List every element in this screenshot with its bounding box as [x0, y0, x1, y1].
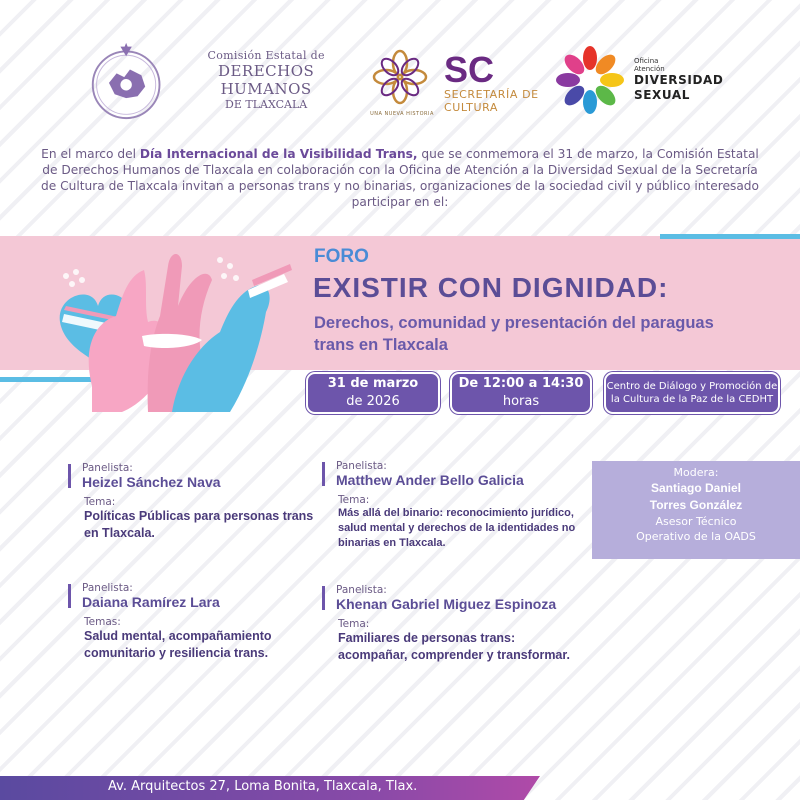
- cedh-line3: DE TLAXCALA: [225, 98, 308, 111]
- panelist-name: Heizel Sánchez Nava: [82, 474, 221, 490]
- moderator-name-line2: Torres González: [649, 498, 743, 512]
- cedh-logo: [88, 34, 358, 126]
- panelist-bar: [68, 584, 71, 608]
- ds-big-line1: DIVERSIDAD: [634, 73, 724, 87]
- foro-label: FORO: [314, 246, 369, 267]
- date-line2: de 2026: [346, 394, 400, 409]
- ds-big-line2: SEXUAL: [634, 88, 691, 102]
- panelist-card: [322, 460, 584, 551]
- cedh-line2: DERECHOS HUMANOS: [217, 62, 315, 98]
- foro-title: EXISTIR CON DIGNIDAD:: [313, 272, 669, 303]
- raised-hands-illustration: [52, 236, 302, 414]
- date-pill: [306, 372, 440, 414]
- topic-text: Más allá del binario: reconocimiento jurídico, salud mental y derechos de la identidades no binarias en Tlaxcala.: [338, 507, 576, 549]
- sc-name-line2: CULTURA: [444, 101, 499, 114]
- panelist-bar: [322, 586, 325, 610]
- topic-label: Tema:: [84, 496, 116, 508]
- ds-logo: [554, 44, 744, 116]
- sc-abbr: SC: [444, 49, 495, 90]
- topic-label: Tema:: [338, 494, 370, 506]
- panelist-name: Matthew Ander Bello Galicia: [336, 472, 524, 488]
- ds-small-line2: Atención: [634, 65, 665, 73]
- footer-address: Av. Arquitectos 27, Loma Bonita, Tlaxcala, Tlax.: [108, 779, 418, 794]
- panelist-bar: [68, 464, 71, 488]
- moderator-label: Modera:: [673, 466, 719, 479]
- panelist-card: [68, 582, 318, 662]
- panelist-bar: [322, 462, 325, 486]
- intro-before: En el marco del: [41, 147, 140, 161]
- cedh-seal-icon: [88, 37, 164, 123]
- intro-after: que se conmemora el 31 de marzo, la Comisión Estatal de Derechos Humanos de Tlaxcala en colaboración con la Oficina de Atención a la Diversidad Sexual de la Secretaría de Cultura de Tlaxcala invitan a personas trans y no binarias, organizaciones de la sociedad civil y público interesado participar en el:: [40, 147, 759, 209]
- time-pill: [450, 372, 592, 414]
- foro-subtitle: Derechos, comunidad y presentación del paraguas trans en Tlaxcala: [314, 314, 714, 354]
- rainbow-flower-icon: [554, 44, 626, 116]
- topic-label: Temas:: [84, 616, 121, 628]
- panelist-label: Panelista:: [82, 582, 133, 594]
- place-text: Centro de Diálogo y Promoción de la Cultura de la Paz de la CEDHT: [606, 381, 778, 405]
- ds-small-line1: Oficina: [634, 57, 659, 65]
- panelist-card: [322, 584, 584, 664]
- panelist-name: Khenan Gabriel Miguez Espinoza: [336, 596, 557, 612]
- moderator-role-line1: Asesor Técnico: [655, 515, 737, 528]
- sc-name-line1: SECRETARÍA DE: [444, 88, 539, 101]
- panelist-label: Panelista:: [82, 462, 133, 474]
- topic-text: Salud mental, acompañamiento comunitario y resiliencia trans.: [84, 629, 272, 660]
- place-pill: [604, 372, 780, 414]
- topic-label: Tema:: [338, 618, 370, 630]
- cedh-line1: Comisión Estatal de: [207, 49, 325, 62]
- blue-accent-line-right: [660, 234, 800, 239]
- moderator-box: [592, 461, 800, 559]
- sc-flower-icon: [370, 47, 430, 107]
- date-line1: 31 de marzo: [327, 376, 419, 391]
- intro-paragraph: [40, 146, 760, 210]
- time-line2: horas: [502, 394, 540, 409]
- sc-caption: UNA NUEVA HISTORIA: [370, 111, 434, 117]
- panelist-name: Daiana Ramírez Lara: [82, 594, 220, 610]
- time-line1: De 12:00 a 14:30: [458, 376, 584, 391]
- moderator-name-line1: Santiago Daniel: [650, 481, 742, 495]
- topic-text: Familiares de personas trans: acompañar, comprender y transformar.: [338, 631, 571, 662]
- panelist-label: Panelista:: [336, 584, 387, 596]
- topic-text: Políticas Públicas para personas trans en Tlaxcala.: [84, 509, 314, 540]
- panelist-card: [68, 462, 318, 542]
- moderator-role-line2: Operativo de la OADS: [636, 530, 756, 543]
- intro-highlight: Día Internacional de la Visibilidad Trans,: [139, 147, 418, 161]
- panelist-label: Panelista:: [336, 460, 387, 472]
- sc-logo: [370, 44, 540, 122]
